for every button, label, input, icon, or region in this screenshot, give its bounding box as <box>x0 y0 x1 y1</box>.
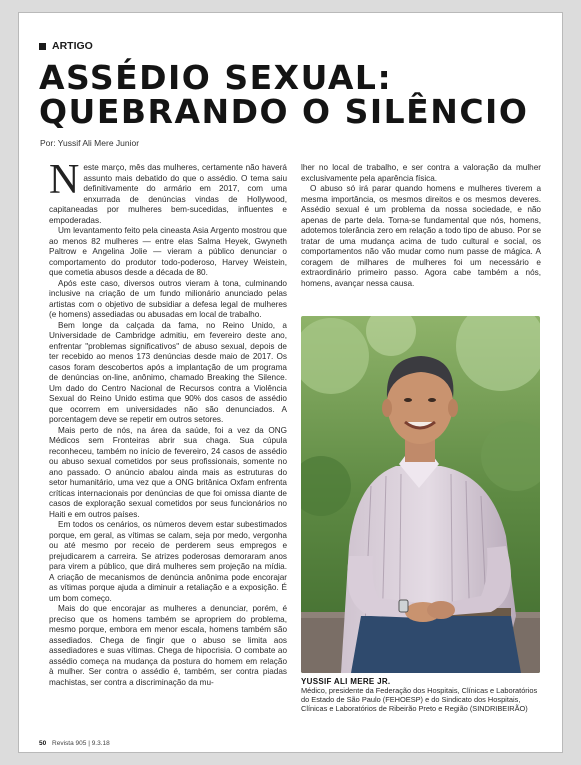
section-label: ARTIGO <box>52 40 93 52</box>
paragraph: Um levantamento feito pela cineasta Asia Argento mostrou que ao menos 82 mulheres — entre elas Salma Heyek, Gwyneth Paltrow e Angelina Jolie — vieram a público denunciar o comportamento do produtor todo-poderoso, Harvey Weistein, que cometia abusos desde a década de 80. <box>49 226 287 277</box>
issue-date: 9.3.18 <box>91 740 110 747</box>
page-footer <box>39 740 110 747</box>
caption-text: Médico, presidente da Federação dos Hospitais, Clínicas e Laboratórios do Estado de São Paulo (FEHOESP) e do Sindicato dos Hospitais, Clínicas e Laboratórios de Ribeirão Preto e Região (SINDRIBEIRÃO) <box>301 686 538 713</box>
drop-cap: N <box>49 163 80 203</box>
byline: Por: Yussif Ali Mere Junior <box>40 138 140 148</box>
paragraph: lher no local de trabalho, e ser contra a valoração da mulher exclusivamente pela aparência física. <box>301 163 541 183</box>
article-column-2 <box>301 163 541 313</box>
paragraph: Em todos os cenários, os números devem estar subestimados porque, em geral, as vítimas se calam, seja por medo, vergonha ou até mesmo por receio de perderem seus empregos e prejudicarem a carreira. Se atrizes poderosas demoraram anos para virem a público, que dirá mulheres sem projeção na mídia. A criação de mecanismos de denúncia anônima pode encorajar as vítimas porque ajuda a diminuir a retaliação e a exposição. É um bom começo. <box>49 520 287 603</box>
paragraph: O abuso só irá parar quando homens e mulheres tiverem a mesma importância, os mesmos direitos e os mesmos deveres. Assédio sexual é um problema da nossa sociedade, e não apenas de parte dela. Torna-se fundamental que nós, homens, adotemos tolerância zero em relação a todo tipo de abuso. Por se tratar de uma mudança acima de tudo cultural e social, os comportamentos não vão mudar como num passe de mágica. A coragem de milhares de mulheres foi um necessário e extraordinário primeiro passo. Agora cabe também a nós, homens, avançar nessa causa. <box>301 184 541 288</box>
author-photo <box>301 316 540 673</box>
footer-separator: | <box>88 740 92 747</box>
publication-name: Revista 905 <box>52 740 87 747</box>
title-line-2: QUEBRANDO O SILÊNCIO <box>39 92 529 131</box>
magazine-page <box>18 12 563 753</box>
paragraph: Mais perto de nós, na área da saúde, foi a vez da ONG Médicos sem Fronteiras abrir sua chaga. Sua cúpula reconheceu, também no início de fevereiro, 24 casos de assédio ou abuso sexual cometidos por seus profissionais, somente no ano passado. O anúncio abalou ainda mais as estruturas do setor humanitário, uma vez que a ONG britânica Oxfam enfrenta críticas internacionais por denúncias de que foi omissa diante de casos de exploração sexual cometidos por seus funcionários no Haiti e em outros países. <box>49 425 287 519</box>
paragraph-text: este março, mês das mulheres, certamente não haverá assunto mais debatido do que o assédio. O tema saiu definitivamente do armário em 2017, com uma enxurrada de denúncias vindas de Hollywood, capitaneadas por mulheres bem-sucedidas, influentes e empoderadas. <box>49 163 287 225</box>
title-line-1: ASSÉDIO SEXUAL: <box>39 58 393 97</box>
section-square-icon <box>39 43 46 50</box>
paragraph: Mais do que encorajar as mulheres a denunciar, porém, é preciso que os homens também se apropriem do problema, mesmo porque, embora em menor escala, homens também são assediados. Chega de fingir que o abuso se limita aos assediadores e suas vítimas. Chega de hipocrisia. O combate ao assédio começa na mudança da postura do homem em relação à mulher. Ser contra o assédio é, também, ser contra piadas machistas, ser contra a discriminação da mu- <box>49 604 287 687</box>
caption-name: YUSSIF ALI MERE JR. <box>301 677 391 686</box>
paragraph <box>49 163 287 226</box>
page-number: 50 <box>39 740 47 747</box>
section-header <box>39 40 93 52</box>
paragraph: Bem longe da calçada da fama, no Reino Unido, a Universidade de Cambridge admitiu, em fevereiro deste ano, enfrentar "problemas significativos" de abuso sexual, depois de ter recebido ao menos 173 denúncias desde maio de 2017. Os casos foram descobertos após a implantação de um programa de denúncias on-line, anônimo, chamado Breaking the Silence. Um dado do Centro Nacional de Recursos contra a Violência Sexual do Reino Unido estima que 90% dos casos de assédio que ocorrem em universidades não são denunciados. A porcentagem deve se repetir em outros setores. <box>49 320 287 424</box>
paragraph: Após este caso, diversos outros vieram à tona, culminando inclusive na criação de um fundo milionário anunciado pelas artistas com o objetivo de subsidiar a defesa legal de mulheres (e homens) assediadas ou abusadas em local de trabalho. <box>49 278 287 319</box>
article-column-1 <box>49 163 287 728</box>
photo-caption <box>301 677 546 713</box>
article-title <box>39 58 529 131</box>
